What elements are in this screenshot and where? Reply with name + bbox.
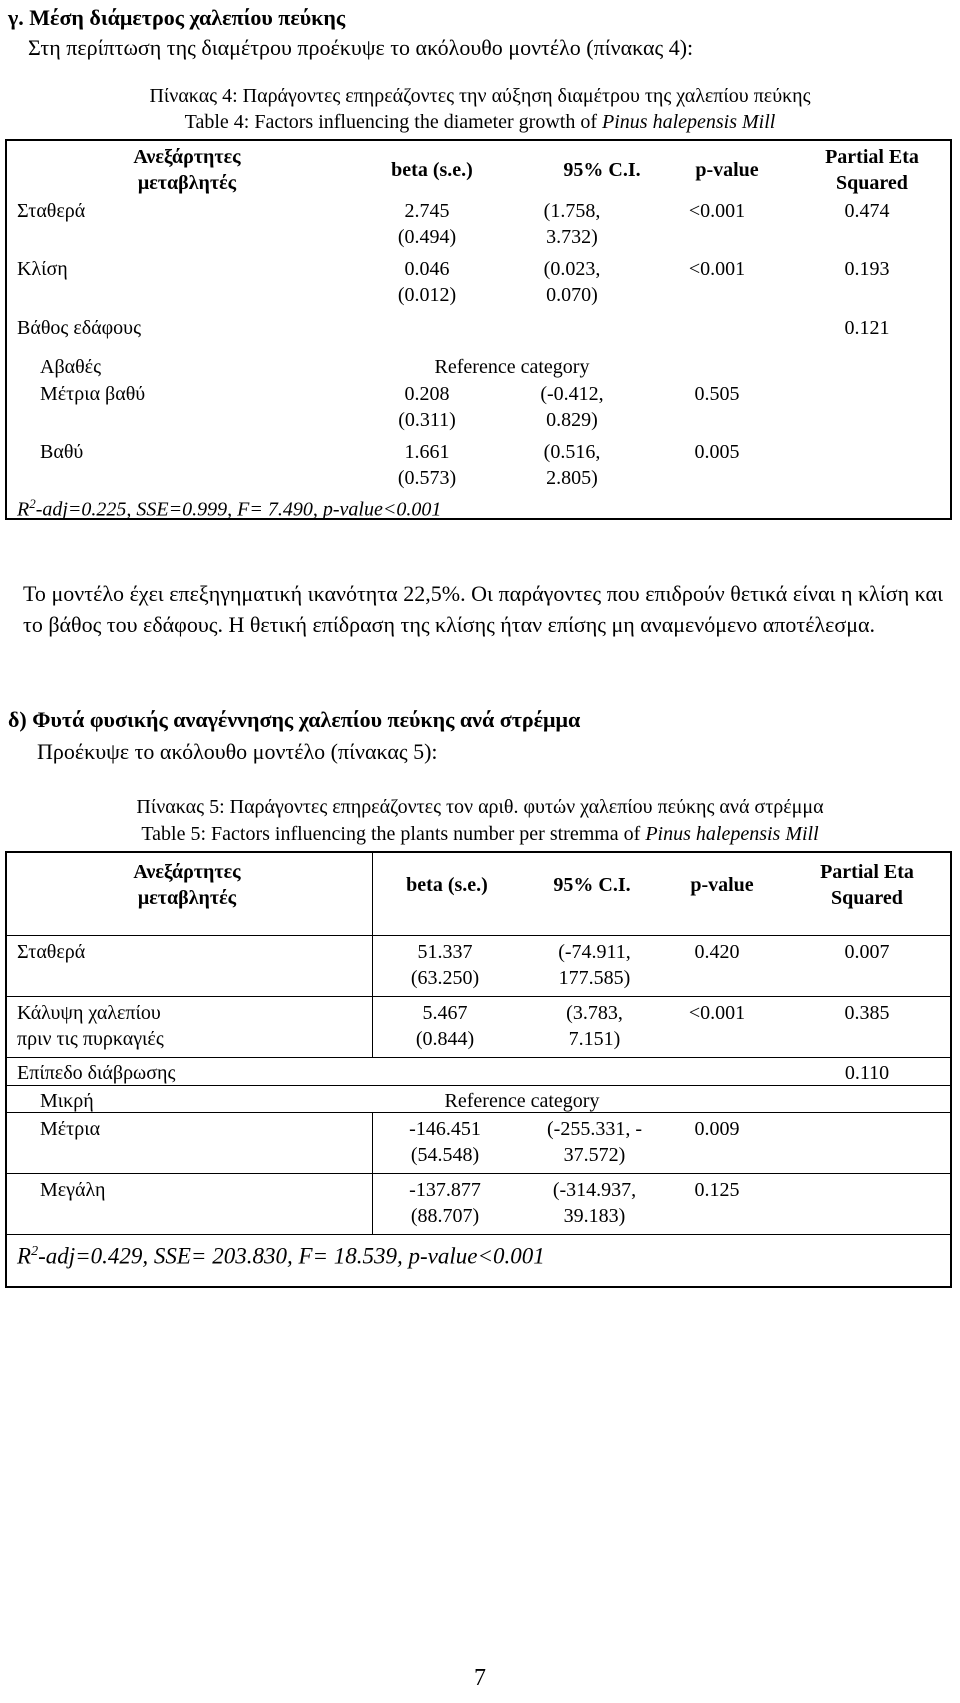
- table5-fit-r: R: [17, 1243, 32, 1269]
- table5-row-se: (54.548): [410, 1144, 480, 1166]
- table4-row-beta: 0.046: [404, 258, 450, 280]
- table5-row-label: Μέτρια: [40, 1118, 101, 1140]
- table4-header-eta-line1: Partial Eta: [825, 146, 919, 168]
- table5-row-se: (63.250): [410, 967, 480, 989]
- table5-row-pvalue: 0.009: [694, 1118, 740, 1140]
- table5-row-beta: 51.337: [417, 941, 473, 963]
- table4-row-label: Βάθος εδάφους: [17, 317, 141, 339]
- table4-row-pvalue: <0.001: [688, 258, 746, 280]
- table4-fit-r: R: [17, 498, 30, 521]
- table5-header-variables-line1: Ανεξάρτητες: [133, 861, 241, 883]
- table5-header-ci: 95% C.I.: [553, 874, 631, 896]
- table5-grid-line: [372, 1112, 373, 1234]
- table5-row-beta: -137.877: [409, 1179, 481, 1201]
- table4-header-variables-line2: μεταβλητές: [137, 172, 237, 194]
- table5-row-eta: 0.007: [844, 941, 890, 963]
- table4-row-label: Σταθερά: [17, 200, 86, 222]
- table4-row-pvalue: 0.505: [694, 383, 740, 405]
- table4-row-se: (0.494): [397, 226, 457, 248]
- table4-row-ci-high: 3.732): [546, 226, 598, 248]
- table4-row-label: Μέτρια βαθύ: [40, 383, 146, 405]
- table5: [5, 851, 952, 1288]
- table5-row-pvalue: 0.125: [694, 1179, 740, 1201]
- table4-row-beta: 1.661: [404, 441, 450, 463]
- table5-caption-species: Pinus halepensis Mill: [645, 823, 819, 845]
- table5-row-eta: 0.385: [844, 1002, 890, 1024]
- table4-row-ci-low: (0.516,: [543, 441, 601, 463]
- table4-caption-english: [0, 111, 960, 134]
- table4-row-eta: 0.121: [844, 317, 890, 339]
- table5-row-ci-low: (-314.937,: [552, 1179, 637, 1201]
- table4-header-pvalue: p-value: [695, 159, 759, 181]
- table4-row-se: (0.573): [397, 467, 457, 489]
- table5-caption-greek: Πίνακας 5: Παράγοντες επηρεάζοντες τον αριθ. φυτών χαλεπίου πεύκης ανά στρέμμα: [136, 796, 824, 818]
- table5-row-ci-high: 7.151): [568, 1028, 621, 1050]
- table4-row-ci-high: 2.805): [546, 467, 598, 489]
- table4-reference-category: Reference category: [434, 356, 590, 378]
- table4-caption-greek: Πίνακας 4: Παράγοντες επηρεάζοντες την αύξηση διαμέτρου της χαλεπίου πεύκης: [149, 85, 811, 107]
- table4-row-ci-low: (0.023,: [543, 258, 601, 280]
- table4-caption-english-prefix: Table 4: Factors influencing the diameter growth of: [184, 111, 603, 133]
- table4-fit-superscript: 2: [29, 496, 36, 511]
- table5-header-variables-line2: μεταβλητές: [137, 887, 237, 909]
- section-g-intro: Στη περίπτωση της διαμέτρου προέκυψε το ακόλουθο μοντέλο (πίνακας 4):: [28, 35, 694, 60]
- table5-grid-line: [7, 1234, 950, 1235]
- table5-row-label: Μικρή: [40, 1090, 94, 1112]
- table5-row-label-line2: πριν τις πυρκαγιές: [17, 1028, 164, 1050]
- table5-row-beta: 5.467: [422, 1002, 468, 1024]
- table5-row-ci-high: 177.585): [558, 967, 631, 989]
- table4-header-eta-line2: Squared: [836, 172, 908, 194]
- table5-row-label: Σταθερά: [17, 941, 86, 963]
- table4-header-ci: 95% C.I.: [563, 159, 641, 181]
- table5-header-beta: beta (s.e.): [406, 874, 488, 896]
- table4-row-eta: 0.193: [844, 258, 890, 280]
- table4-header-variables-line1: Ανεξάρτητες: [133, 146, 241, 168]
- table4-row-ci-low: (1.758,: [543, 200, 601, 222]
- table5-row-eta: 0.110: [844, 1062, 890, 1084]
- table4-row-eta: 0.474: [844, 200, 890, 222]
- table5-fit-superscript: 2: [31, 1244, 39, 1259]
- table5-row-ci-low: (-74.911,: [558, 941, 631, 963]
- table4-fit-stats: -adj=0.225, SSE=0.999, F= 7.490, p-value<0.001: [35, 498, 442, 521]
- table5-row-se: (88.707): [410, 1205, 480, 1227]
- table5-header-eta-line1: Partial Eta: [820, 861, 914, 883]
- table4-row-se: (0.012): [397, 284, 457, 306]
- table5-grid-line: [7, 996, 950, 997]
- table4-header-beta: beta (s.e.): [391, 159, 473, 181]
- table5-caption-english-prefix: Table 5: Factors influencing the plants number per stremma of: [141, 823, 646, 845]
- table4-row-pvalue: 0.005: [694, 441, 740, 463]
- table5-header-pvalue: p-value: [690, 874, 754, 896]
- table5-row-label: Κάλυψη χαλεπίου: [17, 1002, 161, 1024]
- table5-row-ci-low: (-255.331, -: [547, 1118, 642, 1140]
- table5-row-beta: -146.451: [409, 1118, 481, 1140]
- table5-model-fit: [17, 1237, 545, 1272]
- table4-row-ci-low: (-0.412,: [540, 383, 604, 405]
- table4-row-ci-high: 0.070): [546, 284, 598, 306]
- table5-row-label: Επίπεδο διάβρωσης: [17, 1062, 176, 1084]
- table4-row-beta: 0.208: [404, 383, 450, 405]
- table5-row-pvalue: <0.001: [688, 1002, 746, 1024]
- model-interpretation-paragraph: Το μοντέλο έχει επεξηγηματική ικανότητα 22,5%. Οι παράγοντες που επιδρούν θετικά είναι η κλίση και το βάθος του εδάφους. Η θετική επίδραση της κλίσης ήταν επίσης μη αναμενόμενο αποτέλεσμα.: [23, 581, 943, 637]
- section-g-heading: γ. Μέση διάμετρος χαλεπίου πεύκης: [8, 5, 346, 30]
- table4-row-label: Αβαθές: [40, 356, 101, 378]
- table4-row-label: Βαθύ: [40, 441, 84, 463]
- table5-row-se: (0.844): [415, 1028, 475, 1050]
- table5-row-ci-high: 37.572): [563, 1144, 626, 1166]
- section-d-heading: δ) Φυτά φυσικής αναγέννησης χαλεπίου πεύκης ανά στρέμμα: [8, 707, 581, 732]
- table5-reference-category: Reference category: [444, 1090, 600, 1112]
- table5-row-ci-high: 39.183): [563, 1205, 626, 1227]
- table4-row-pvalue: <0.001: [688, 200, 746, 222]
- table5-grid-line: [7, 935, 950, 936]
- table4-row-beta: 2.745: [404, 200, 450, 222]
- table5-grid-line: [7, 1173, 950, 1174]
- section-d-intro: Προέκυψε το ακόλουθο μοντέλο (πίνακας 5):: [37, 739, 438, 764]
- table5-row-pvalue: 0.420: [694, 941, 740, 963]
- table4-model-fit: [17, 491, 441, 523]
- table5-row-label: Μεγάλη: [40, 1179, 106, 1201]
- table4-row-label: Κλίση: [17, 258, 68, 280]
- table5-caption-english: [0, 823, 960, 846]
- page-number: 7: [474, 1665, 486, 1691]
- table4-caption-species: Pinus halepensis Mill: [602, 111, 776, 133]
- table5-header-eta-line2: Squared: [831, 887, 903, 909]
- table5-row-ci-low: (3.783,: [566, 1002, 623, 1024]
- table4-row-se: (0.311): [398, 409, 456, 431]
- table5-fit-stats: -adj=0.429, SSE= 203.830, F= 18.539, p-value<0.001: [38, 1243, 545, 1269]
- table4: [5, 139, 952, 520]
- table5-grid-line: [7, 1057, 950, 1058]
- table4-row-ci-high: 0.829): [546, 409, 598, 431]
